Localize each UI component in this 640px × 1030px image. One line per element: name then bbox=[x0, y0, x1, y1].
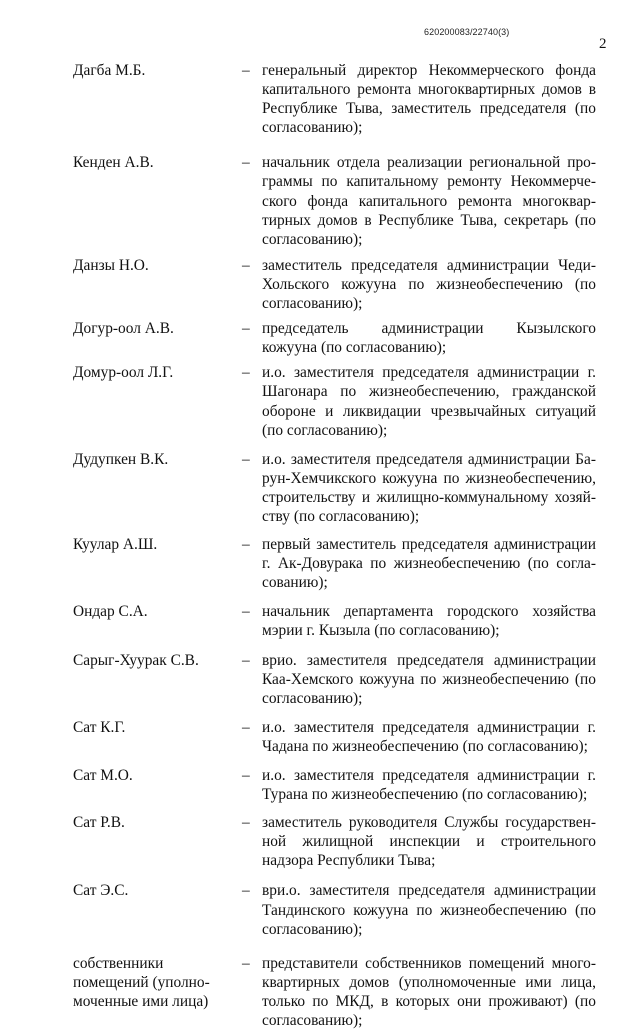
dash-separator: – bbox=[242, 320, 250, 338]
member-entry bbox=[0, 651, 640, 708]
member-position: и.о. заместителя председателя администрации г. Чадана по жизнеобеспечению (по согласованию); bbox=[262, 718, 596, 755]
member-position: заместитель председателя администрации Чеди-Хольского кожууна по жизнеобеспечению (по согласованию); bbox=[262, 256, 596, 313]
dash-separator: – bbox=[242, 536, 250, 554]
member-position: заместитель руководителя Службы государственной жилищной инспекции и строительного надзора Республики Тыва; bbox=[262, 814, 596, 870]
member-name: Сат Р.В. bbox=[73, 814, 125, 832]
member-name: Догур-оол А.В. bbox=[73, 320, 174, 338]
member-position: генеральный директор Некоммерческого фонда капитального ремонта многоквартирных домов в Республике Тыва, заместитель председателя (по согласованию); bbox=[262, 62, 596, 137]
member-entry bbox=[0, 61, 640, 137]
page-number: 2 bbox=[599, 36, 607, 52]
member-name: Данзы Н.О. bbox=[73, 256, 149, 274]
member-entry bbox=[0, 535, 640, 592]
member-position: первый заместитель председателя администрации г. Ак-Довурака по жизнеобеспечению (по согласованию); bbox=[262, 536, 596, 592]
dash-separator: – bbox=[242, 651, 250, 669]
member-position: ври.о. заместителя председателя администрации Тандинского кожууна по жизнеобеспечению (по согласованию); bbox=[262, 882, 596, 938]
dash-separator: – bbox=[242, 364, 250, 382]
member-entry bbox=[0, 153, 640, 248]
member-name: Дудупкен В.К. bbox=[73, 450, 169, 468]
member-position: врио. заместителя председателя администрации Каа-Хемского кожууна по жизнеобеспечению (по согласованию); bbox=[262, 651, 596, 707]
member-entry bbox=[0, 363, 640, 439]
member-name: Сат К.Г. bbox=[73, 718, 126, 736]
member-name: собственники помещений (уполномоченные ими лица) bbox=[73, 954, 210, 1010]
dash-separator: – bbox=[242, 718, 250, 736]
member-entry bbox=[0, 319, 640, 357]
member-entry bbox=[0, 602, 640, 640]
dash-separator: – bbox=[242, 882, 250, 900]
member-name: Дагба М.Б. bbox=[73, 62, 146, 79]
member-entry bbox=[0, 450, 640, 526]
member-position: начальник департамента городского хозяйства мэрии г. Кызыла (по согласованию); bbox=[262, 603, 596, 640]
member-position: и.о. заместителя председателя администрации Барун-Хемчикского кожууна по жизнеобеспечению, строительству и жилищно-коммунальному хозяйству (по согласованию); bbox=[262, 450, 596, 525]
document-code: 620200083/22740(3) bbox=[424, 27, 510, 37]
member-name: Ондар С.А. bbox=[73, 603, 148, 621]
committee-members-list bbox=[0, 61, 640, 1030]
member-position: начальник отдела реализации региональной программы по капитальному ремонту Некоммерческого фонда капитального ремонта многоквартирных домов в Республике Тыва, секретарь (по согласованию); bbox=[262, 154, 596, 248]
dash-separator: – bbox=[242, 256, 250, 274]
dash-separator: – bbox=[242, 603, 250, 621]
dash-separator: – bbox=[242, 814, 250, 832]
dash-separator: – bbox=[242, 767, 250, 784]
member-entry bbox=[0, 766, 640, 804]
member-position: председатель администрации Кызылского кожууна (по согласованию); bbox=[262, 320, 596, 357]
member-position: и.о. заместителя председателя администрации г. Шагонара по жизнеобеспечению, гражданской обороне и ликвидации чрезвычайных ситуаций (по согласованию); bbox=[262, 364, 596, 439]
dash-separator: – bbox=[242, 450, 250, 468]
member-entry bbox=[0, 954, 640, 1030]
member-name: Сарыг-Хуурак С.В. bbox=[73, 651, 199, 669]
member-entry bbox=[0, 813, 640, 870]
member-entry bbox=[0, 256, 640, 313]
member-name: Куулар А.Ш. bbox=[73, 536, 158, 554]
dash-separator: – bbox=[242, 954, 250, 972]
member-entry bbox=[0, 718, 640, 756]
member-position: представители собственников помещений многоквартирных домов (уполномоченные ими лица, только по МКД, в которых они проживают) (по согласованию); bbox=[262, 954, 596, 1030]
member-position: и.о. заместителя председателя администрации г. Турана по жизнеобеспечению (по согласованию); bbox=[262, 767, 596, 804]
member-name: Домур-оол Л.Г. bbox=[73, 364, 174, 382]
member-entry bbox=[0, 881, 640, 938]
dash-separator: – bbox=[242, 154, 250, 172]
member-name: Кенден А.В. bbox=[73, 154, 154, 172]
member-name: Сат Э.С. bbox=[73, 882, 129, 900]
dash-separator: – bbox=[242, 62, 250, 79]
member-name: Сат М.О. bbox=[73, 767, 133, 784]
